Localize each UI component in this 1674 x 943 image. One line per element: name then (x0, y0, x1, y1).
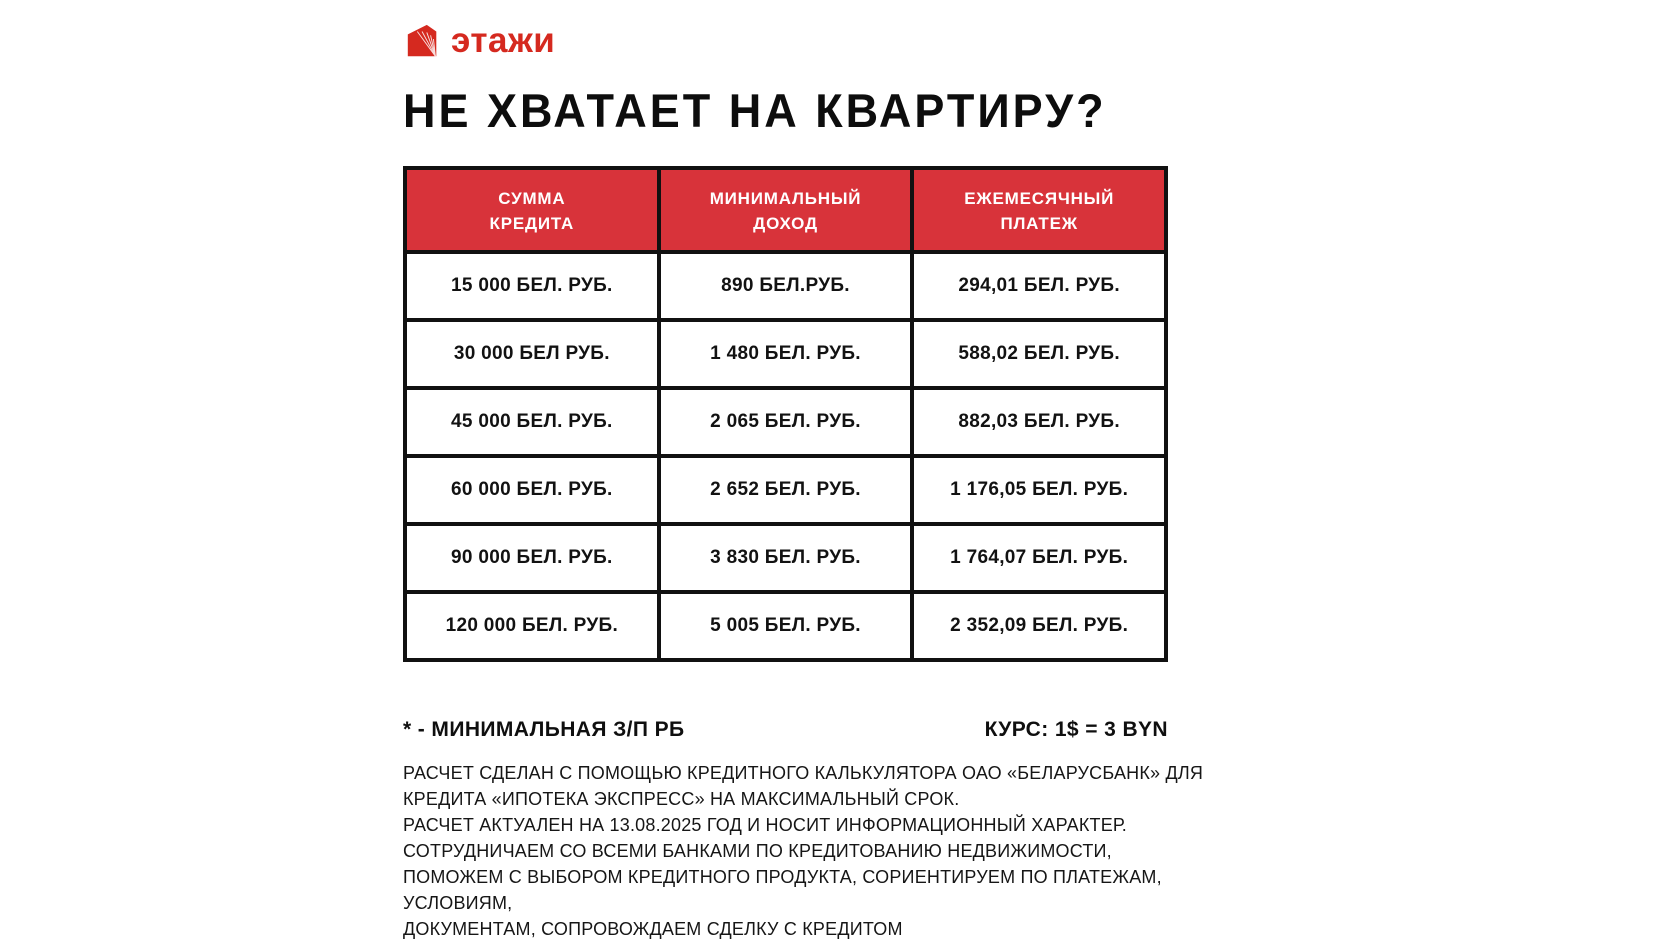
cell-monthly-payment: 1 764,07 БЕЛ. РУБ. (950, 547, 1129, 568)
cell-credit-sum: 120 000 БЕЛ. РУБ. (407, 594, 661, 658)
cell-min-income: 1 480 БЕЛ. РУБ. (661, 322, 915, 386)
disclaimer-line: СОТРУДНИЧАЕМ СО ВСЕМИ БАНКАМИ ПО КРЕДИТОВАНИЮ НЕДВИЖИМОСТИ, (403, 841, 1112, 861)
column-header-line: КРЕДИТА (489, 214, 575, 233)
column-header-line: ДОХОД (753, 214, 818, 233)
column-header-line: ЕЖЕМЕСЯЧНЫЙ (964, 189, 1115, 208)
credit-table (403, 166, 1168, 662)
disclaimer-line: ДОКУМЕНТАМ, СОПРОВОЖДАЕМ СДЕЛКУ С КРЕДИТОМ (403, 919, 903, 939)
cell-monthly-payment: 588,02 БЕЛ. РУБ. (958, 343, 1120, 364)
cell-monthly-payment: 294,01 БЕЛ. РУБ. (958, 275, 1120, 296)
cell-min-income: 2 652 БЕЛ. РУБ. (661, 458, 915, 522)
table-row (407, 254, 1164, 322)
disclaimer-line: ПОМОЖЕМ С ВЫБОРОМ КРЕДИТНОГО ПРОДУКТА, СОРИЕНТИРУЕМ ПО ПЛАТЕЖАМ, (403, 867, 1162, 887)
cell-credit-sum: 30 000 БЕЛ РУБ. (407, 322, 661, 386)
cell-credit-sum: 90 000 БЕЛ. РУБ. (407, 526, 661, 590)
cell-min-income: 2 065 БЕЛ. РУБ. (661, 390, 915, 454)
column-header-monthly-payment (914, 170, 1164, 250)
disclaimer-line: УСЛОВИЯМ, (403, 893, 513, 913)
table-row (407, 390, 1164, 458)
cell-monthly-payment: 1 176,05 БЕЛ. РУБ. (950, 479, 1129, 500)
brand-logo-text: этажи (451, 21, 556, 60)
house-icon (404, 22, 442, 60)
column-header-min-income (661, 170, 915, 250)
brand-logo (404, 20, 555, 62)
disclaimer-line: КРЕДИТА «ИПОТЕКА ЭКСПРЕСС» НА МАКСИМАЛЬНЫЙ СРОК. (403, 789, 960, 809)
column-header-line: СУММА (498, 189, 566, 208)
table-row (407, 322, 1164, 390)
cell-monthly-payment: 2 352,09 БЕЛ. РУБ. (950, 615, 1129, 636)
cell-min-income: 5 005 БЕЛ. РУБ. (661, 594, 915, 658)
column-header-line: ПЛАТЕЖ (1000, 214, 1078, 233)
cell-monthly-payment: 882,03 БЕЛ. РУБ. (958, 411, 1120, 432)
footnote-exchange-rate: КУРС: 1$ = 3 BYN (984, 718, 1168, 741)
cell-credit-sum: 15 000 БЕЛ. РУБ. (407, 254, 661, 318)
column-header-credit-sum (407, 170, 661, 250)
cell-min-income: 890 БЕЛ.РУБ. (661, 254, 915, 318)
footnote-min-salary: * - МИНИМАЛЬНАЯ З/П РБ (403, 718, 685, 741)
table-header-row (407, 170, 1164, 254)
footnote-row (403, 718, 1168, 742)
disclaimer-line: РАСЧЕТ АКТУАЛЕН НА 13.08.2025 ГОД И НОСИТ ИНФОРМАЦИОННЫЙ ХАРАКТЕР. (403, 815, 1127, 835)
table-row (407, 458, 1164, 526)
cell-min-income: 3 830 БЕЛ. РУБ. (661, 526, 915, 590)
cell-credit-sum: 45 000 БЕЛ. РУБ. (407, 390, 661, 454)
disclaimer-text (403, 760, 1223, 942)
table-row (407, 526, 1164, 594)
column-header-line: МИНИМАЛЬНЫЙ (709, 189, 862, 208)
disclaimer-line: РАСЧЕТ СДЕЛАН С ПОМОЩЬЮ КРЕДИТНОГО КАЛЬКУЛЯТОРА ОАО «БЕЛАРУСБАНК» ДЛЯ (403, 763, 1204, 783)
cell-credit-sum: 60 000 БЕЛ. РУБ. (407, 458, 661, 522)
page-title: НЕ ХВАТАЕТ НА КВАРТИРУ? (403, 84, 1107, 138)
table-row (407, 594, 1164, 658)
